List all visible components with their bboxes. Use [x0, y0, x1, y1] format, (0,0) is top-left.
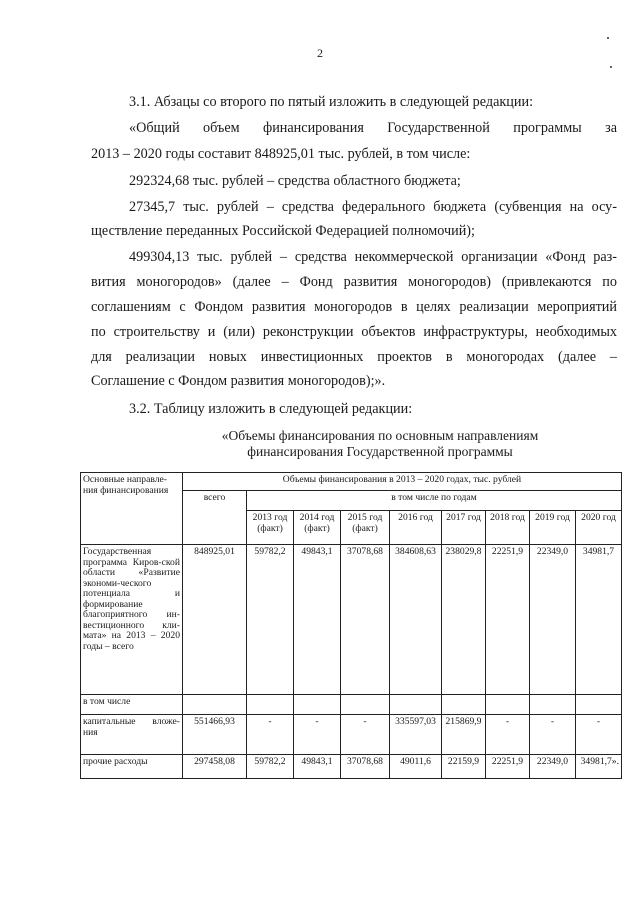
year-header-2017: 2017 год — [442, 511, 486, 545]
row-value — [341, 695, 390, 715]
paragraph-total-line-2: 2013 – 2020 годы составит 848925,01 тыс. рублей, в том числе: — [91, 146, 471, 162]
table-row — [81, 715, 622, 755]
row-value: 34981,7 — [576, 545, 622, 695]
row-value: 22251,9 — [486, 755, 530, 779]
year-header-2015: 2015 год (факт) — [341, 511, 390, 545]
row-value — [486, 695, 530, 715]
row-value — [442, 695, 486, 715]
row-label: Государственная программа Киров-ской области «Развитие экономи-ческого потенциала и формирование благоприятного ин-вестиционного кли-мата» на 2013 – 2020 годы – всего — [81, 545, 183, 695]
page-number: 2 — [317, 46, 323, 60]
row-value — [530, 695, 576, 715]
paragraph-3-2: 3.2. Таблицу изложить в следующей редакции: — [129, 401, 413, 417]
row-value: 34981,7». — [576, 755, 622, 779]
year-header-2020: 2020 год — [576, 511, 622, 545]
row-value: - — [576, 715, 622, 755]
financing-table — [80, 472, 622, 779]
paragraph-fund-line-1: 499304,13 тыс. рублей – средства некоммерческой организации «Фонд раз- — [129, 249, 617, 265]
year-header-2014: 2014 год (факт) — [294, 511, 341, 545]
year-header-2013: 2013 год (факт) — [247, 511, 294, 545]
row-total: 551466,93 — [183, 715, 247, 755]
row-value: - — [530, 715, 576, 755]
row-value: 215869,9 — [442, 715, 486, 755]
paragraph-federal-line-2: ществление переданных Российской Федерацией полномочий); — [91, 223, 475, 239]
row-value: 22251,9 — [486, 545, 530, 695]
table-row — [81, 755, 622, 779]
row-value — [294, 695, 341, 715]
row-label: в том числе — [81, 695, 183, 715]
row-value: 49843,1 — [294, 545, 341, 695]
row-value — [247, 695, 294, 715]
table-volume-header: Объемы финансирования в 2013 – 2020 годах, тыс. рублей — [183, 473, 622, 491]
row-value — [576, 695, 622, 715]
row-value: - — [341, 715, 390, 755]
paragraph-fund-line-3: соглашениям с Фондом развития моногородов в целях реализации мероприятий — [91, 299, 617, 315]
row-value — [390, 695, 442, 715]
row-value: 335597,03 — [390, 715, 442, 755]
paragraph-total-line-1: «Общий объем финансирования Государственной программы за — [129, 120, 617, 136]
row-label: прочие расходы — [81, 755, 183, 779]
paragraph-fund-line-5: для реализации новых инвестиционных проектов в моногородах (далее – — [91, 349, 617, 365]
paragraph-regional-budget: 292324,68 тыс. рублей – средства областного бюджета; — [129, 173, 461, 189]
row-value: 59782,2 — [247, 545, 294, 695]
scan-speck — [610, 66, 612, 68]
table-title-line-2: финансирования Государственной программы — [247, 444, 513, 459]
table-row — [81, 545, 622, 695]
row-value: 22159,9 — [442, 755, 486, 779]
table-title-line-1: «Объемы финансирования по основным направлениям — [221, 428, 539, 443]
year-header-2016: 2016 год — [390, 511, 442, 545]
paragraph-fund-line-4: по строительству и (или) реконструкции объектов инфраструктуры, необходимых — [91, 324, 617, 340]
row-value: 22349,0 — [530, 755, 576, 779]
row-total: 848925,01 — [183, 545, 247, 695]
paragraph-fund-line-2: вития моногородов» (далее – Фонд развития моногородов) (привлекаются по — [91, 274, 617, 290]
table-row — [81, 695, 622, 715]
table-by-years-header: в том числе по годам — [247, 491, 622, 511]
row-label: капитальные вложе-ния — [81, 715, 183, 755]
row-total — [183, 695, 247, 715]
row-value: - — [247, 715, 294, 755]
row-value: 49843,1 — [294, 755, 341, 779]
paragraph-federal-line-1: 27345,7 тыс. рублей – средства федерального бюджета (субвенция на осу- — [129, 199, 617, 215]
row-value: 37078,68 — [341, 755, 390, 779]
row-value: 59782,2 — [247, 755, 294, 779]
paragraph-fund-line-6: Соглашение с Фондом развития моногородов);». — [91, 373, 386, 389]
row-value: - — [294, 715, 341, 755]
row-value: 384608,63 — [390, 545, 442, 695]
year-header-2019: 2019 год — [530, 511, 576, 545]
table-corner-header: Основные направле-ния финансирования — [81, 473, 183, 545]
row-total: 297458,08 — [183, 755, 247, 779]
scan-speck — [607, 37, 609, 39]
row-value: 238029,8 — [442, 545, 486, 695]
paragraph-3-1: 3.1. Абзацы со второго по пятый изложить в следующей редакции: — [129, 94, 534, 110]
year-header-2018: 2018 год — [486, 511, 530, 545]
row-value: - — [486, 715, 530, 755]
table-total-header: всего — [183, 491, 247, 545]
row-value: 49011,6 — [390, 755, 442, 779]
row-value: 22349,0 — [530, 545, 576, 695]
row-value: 37078,68 — [341, 545, 390, 695]
